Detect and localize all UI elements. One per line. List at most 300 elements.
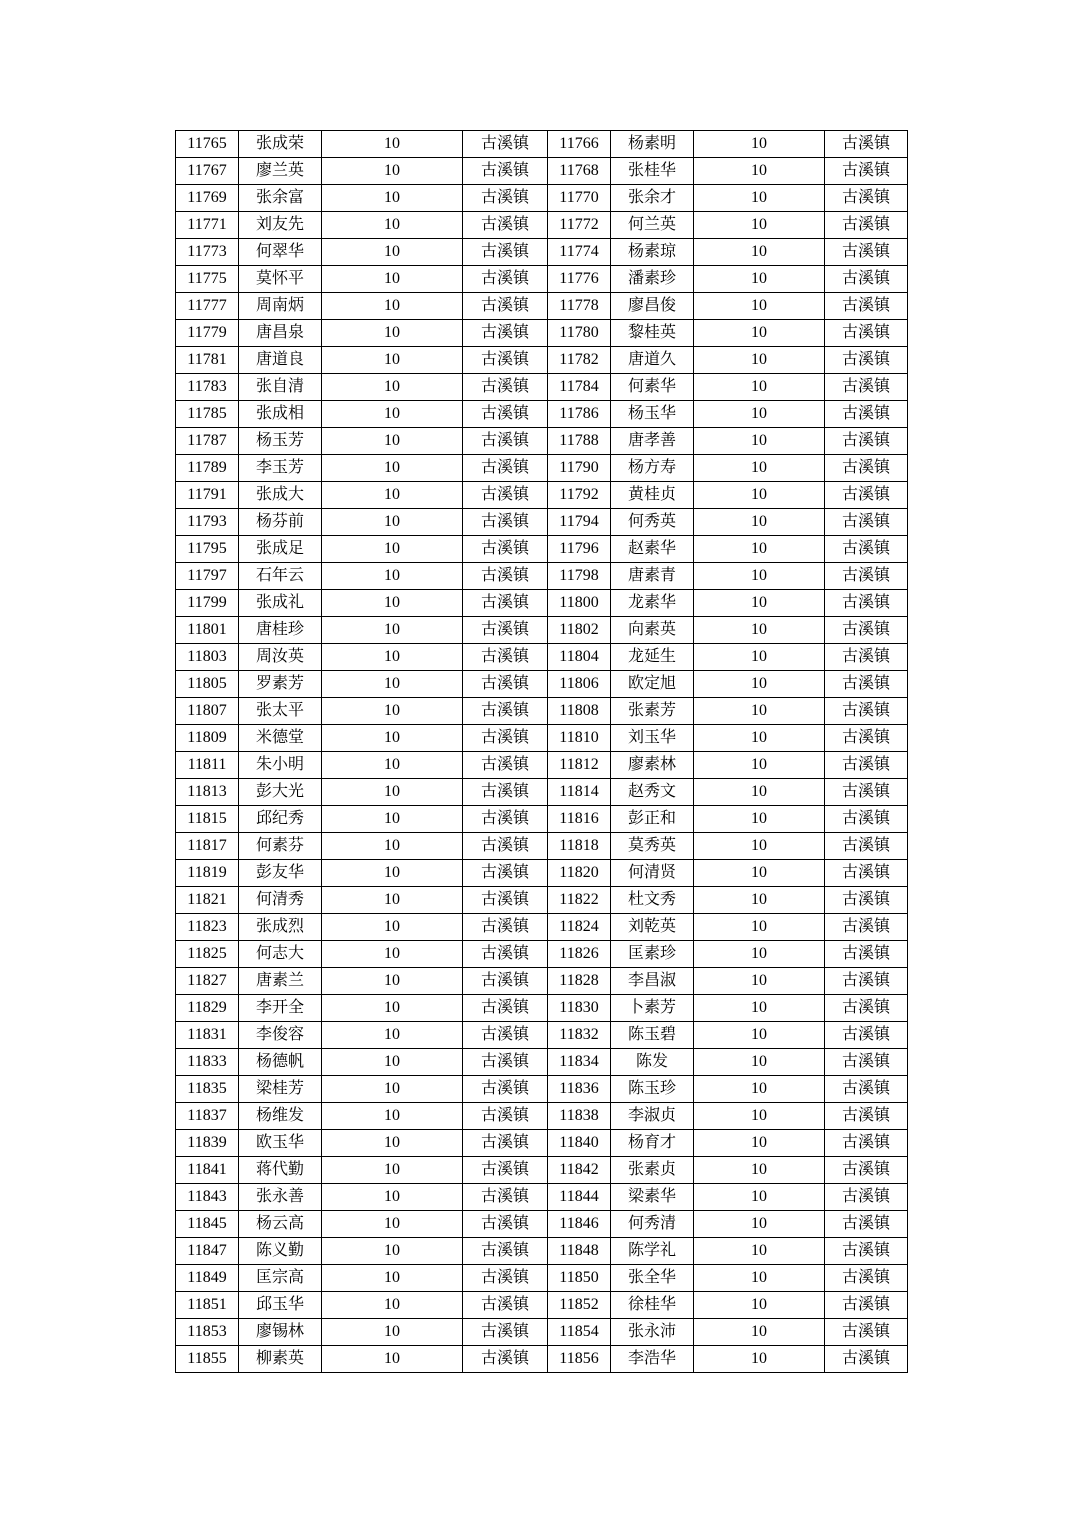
cell-id: 11835	[176, 1076, 239, 1103]
cell-name: 匡宗高	[239, 1265, 322, 1292]
cell-town: 古溪镇	[463, 671, 548, 698]
cell-town: 古溪镇	[463, 158, 548, 185]
cell-id: 11775	[176, 266, 239, 293]
cell-id: 11819	[176, 860, 239, 887]
cell-name: 杨德帆	[239, 1049, 322, 1076]
cell-town: 古溪镇	[463, 887, 548, 914]
cell-town: 古溪镇	[825, 1346, 908, 1373]
cell-town: 古溪镇	[463, 428, 548, 455]
cell-name: 米德堂	[239, 725, 322, 752]
cell-amount: 10	[694, 860, 825, 887]
cell-id: 11853	[176, 1319, 239, 1346]
table-row	[176, 644, 908, 671]
cell-town: 古溪镇	[463, 1157, 548, 1184]
cell-town: 古溪镇	[463, 185, 548, 212]
cell-id: 11828	[548, 968, 611, 995]
cell-town: 古溪镇	[463, 1130, 548, 1157]
table-row	[176, 185, 908, 212]
cell-name: 梁桂芳	[239, 1076, 322, 1103]
table-row	[176, 239, 908, 266]
cell-id: 11823	[176, 914, 239, 941]
cell-name: 张余富	[239, 185, 322, 212]
cell-amount: 10	[322, 941, 463, 968]
cell-town: 古溪镇	[463, 806, 548, 833]
cell-amount: 10	[322, 293, 463, 320]
cell-amount: 10	[322, 1049, 463, 1076]
cell-id: 11782	[548, 347, 611, 374]
cell-id: 11838	[548, 1103, 611, 1130]
cell-amount: 10	[694, 1049, 825, 1076]
cell-id: 11769	[176, 185, 239, 212]
cell-town: 古溪镇	[463, 725, 548, 752]
cell-town: 古溪镇	[463, 779, 548, 806]
cell-name: 杨维发	[239, 1103, 322, 1130]
cell-town: 古溪镇	[825, 1076, 908, 1103]
cell-town: 古溪镇	[825, 968, 908, 995]
cell-town: 古溪镇	[825, 1184, 908, 1211]
cell-id: 11808	[548, 698, 611, 725]
cell-name: 张成荣	[239, 131, 322, 158]
cell-town: 古溪镇	[463, 239, 548, 266]
cell-name: 李俊容	[239, 1022, 322, 1049]
cell-amount: 10	[694, 1319, 825, 1346]
cell-amount: 10	[694, 671, 825, 698]
cell-id: 11802	[548, 617, 611, 644]
cell-id: 11856	[548, 1346, 611, 1373]
cell-town: 古溪镇	[463, 509, 548, 536]
cell-name: 莫秀英	[611, 833, 694, 860]
cell-town: 古溪镇	[463, 752, 548, 779]
cell-town: 古溪镇	[825, 1103, 908, 1130]
cell-amount: 10	[322, 1184, 463, 1211]
cell-town: 古溪镇	[463, 266, 548, 293]
cell-town: 古溪镇	[825, 995, 908, 1022]
cell-town: 古溪镇	[825, 158, 908, 185]
cell-amount: 10	[322, 779, 463, 806]
cell-amount: 10	[694, 1130, 825, 1157]
cell-amount: 10	[694, 1103, 825, 1130]
table-row	[176, 1130, 908, 1157]
cell-id: 11768	[548, 158, 611, 185]
cell-id: 11777	[176, 293, 239, 320]
cell-amount: 10	[322, 752, 463, 779]
cell-id: 11826	[548, 941, 611, 968]
cell-name: 莫怀平	[239, 266, 322, 293]
cell-town: 古溪镇	[825, 1211, 908, 1238]
cell-amount: 10	[322, 1211, 463, 1238]
cell-town: 古溪镇	[825, 725, 908, 752]
table-row	[176, 1265, 908, 1292]
cell-name: 何翠华	[239, 239, 322, 266]
cell-amount: 10	[322, 131, 463, 158]
cell-name: 何秀清	[611, 1211, 694, 1238]
cell-id: 11824	[548, 914, 611, 941]
cell-id: 11833	[176, 1049, 239, 1076]
cell-id: 11778	[548, 293, 611, 320]
cell-amount: 10	[322, 185, 463, 212]
cell-id: 11848	[548, 1238, 611, 1265]
cell-amount: 10	[694, 1211, 825, 1238]
cell-id: 11846	[548, 1211, 611, 1238]
cell-amount: 10	[322, 212, 463, 239]
cell-name: 陈玉碧	[611, 1022, 694, 1049]
cell-name: 张永沛	[611, 1319, 694, 1346]
cell-town: 古溪镇	[825, 266, 908, 293]
cell-amount: 10	[694, 347, 825, 374]
table-row	[176, 1211, 908, 1238]
cell-town: 古溪镇	[463, 1238, 548, 1265]
table-row	[176, 725, 908, 752]
cell-amount: 10	[322, 914, 463, 941]
cell-id: 11781	[176, 347, 239, 374]
cell-name: 赵秀文	[611, 779, 694, 806]
cell-id: 11770	[548, 185, 611, 212]
table-row	[176, 509, 908, 536]
cell-amount: 10	[694, 914, 825, 941]
cell-name: 何秀英	[611, 509, 694, 536]
cell-name: 何清秀	[239, 887, 322, 914]
cell-town: 古溪镇	[463, 968, 548, 995]
table-row	[176, 563, 908, 590]
cell-town: 古溪镇	[463, 1265, 548, 1292]
cell-id: 11845	[176, 1211, 239, 1238]
cell-name: 张成足	[239, 536, 322, 563]
cell-amount: 10	[322, 1238, 463, 1265]
cell-name: 刘友先	[239, 212, 322, 239]
cell-town: 古溪镇	[825, 212, 908, 239]
cell-name: 杨素琼	[611, 239, 694, 266]
cell-name: 唐素兰	[239, 968, 322, 995]
cell-town: 古溪镇	[825, 833, 908, 860]
cell-name: 李昌淑	[611, 968, 694, 995]
cell-name: 杨方寿	[611, 455, 694, 482]
cell-town: 古溪镇	[463, 698, 548, 725]
cell-town: 古溪镇	[825, 185, 908, 212]
cell-id: 11806	[548, 671, 611, 698]
cell-name: 梁素华	[611, 1184, 694, 1211]
cell-name: 徐桂华	[611, 1292, 694, 1319]
cell-amount: 10	[322, 266, 463, 293]
cell-amount: 10	[694, 1265, 825, 1292]
cell-id: 11776	[548, 266, 611, 293]
cell-id: 11800	[548, 590, 611, 617]
cell-id: 11784	[548, 374, 611, 401]
cell-name: 杨芬前	[239, 509, 322, 536]
cell-town: 古溪镇	[825, 1319, 908, 1346]
cell-id: 11820	[548, 860, 611, 887]
cell-name: 张全华	[611, 1265, 694, 1292]
cell-town: 古溪镇	[825, 1049, 908, 1076]
table-row	[176, 860, 908, 887]
cell-id: 11850	[548, 1265, 611, 1292]
cell-amount: 10	[322, 1346, 463, 1373]
cell-id: 11816	[548, 806, 611, 833]
cell-id: 11839	[176, 1130, 239, 1157]
table-row	[176, 887, 908, 914]
cell-id: 11791	[176, 482, 239, 509]
cell-name: 杨云高	[239, 1211, 322, 1238]
cell-town: 古溪镇	[825, 482, 908, 509]
cell-name: 何兰英	[611, 212, 694, 239]
cell-amount: 10	[322, 428, 463, 455]
table-row	[176, 590, 908, 617]
cell-name: 何志大	[239, 941, 322, 968]
cell-name: 李玉芳	[239, 455, 322, 482]
cell-id: 11821	[176, 887, 239, 914]
cell-name: 蒋代勤	[239, 1157, 322, 1184]
table-row	[176, 671, 908, 698]
cell-amount: 10	[322, 968, 463, 995]
cell-amount: 10	[322, 374, 463, 401]
cell-town: 古溪镇	[463, 401, 548, 428]
cell-town: 古溪镇	[825, 887, 908, 914]
cell-amount: 10	[322, 401, 463, 428]
cell-amount: 10	[322, 1319, 463, 1346]
cell-id: 11831	[176, 1022, 239, 1049]
table-row	[176, 1103, 908, 1130]
cell-town: 古溪镇	[825, 752, 908, 779]
cell-town: 古溪镇	[463, 995, 548, 1022]
cell-name: 向素英	[611, 617, 694, 644]
cell-id: 11771	[176, 212, 239, 239]
table-row	[176, 131, 908, 158]
cell-amount: 10	[322, 320, 463, 347]
cell-town: 古溪镇	[463, 293, 548, 320]
cell-amount: 10	[694, 1346, 825, 1373]
cell-id: 11798	[548, 563, 611, 590]
cell-town: 古溪镇	[463, 1346, 548, 1373]
cell-name: 杨素明	[611, 131, 694, 158]
cell-id: 11844	[548, 1184, 611, 1211]
table-row	[176, 158, 908, 185]
cell-id: 11797	[176, 563, 239, 590]
cell-name: 张自清	[239, 374, 322, 401]
cell-amount: 10	[694, 590, 825, 617]
cell-town: 古溪镇	[463, 1103, 548, 1130]
cell-id: 11803	[176, 644, 239, 671]
cell-id: 11822	[548, 887, 611, 914]
cell-town: 古溪镇	[825, 941, 908, 968]
cell-amount: 10	[322, 563, 463, 590]
cell-town: 古溪镇	[825, 1157, 908, 1184]
cell-name: 罗素芳	[239, 671, 322, 698]
cell-name: 欧玉华	[239, 1130, 322, 1157]
cell-name: 彭友华	[239, 860, 322, 887]
cell-name: 唐素青	[611, 563, 694, 590]
cell-name: 张成相	[239, 401, 322, 428]
cell-amount: 10	[694, 482, 825, 509]
cell-name: 石年云	[239, 563, 322, 590]
table-row	[176, 1157, 908, 1184]
cell-name: 彭正和	[611, 806, 694, 833]
cell-amount: 10	[694, 455, 825, 482]
cell-name: 张成烈	[239, 914, 322, 941]
cell-id: 11811	[176, 752, 239, 779]
cell-name: 黎桂英	[611, 320, 694, 347]
cell-amount: 10	[322, 347, 463, 374]
cell-town: 古溪镇	[463, 644, 548, 671]
cell-amount: 10	[322, 158, 463, 185]
cell-name: 唐道良	[239, 347, 322, 374]
cell-name: 何清贤	[611, 860, 694, 887]
cell-id: 11767	[176, 158, 239, 185]
table-row	[176, 779, 908, 806]
cell-id: 11804	[548, 644, 611, 671]
cell-amount: 10	[322, 1022, 463, 1049]
cell-town: 古溪镇	[825, 617, 908, 644]
cell-amount: 10	[322, 617, 463, 644]
roster-table-body	[176, 131, 908, 1373]
table-row	[176, 482, 908, 509]
cell-amount: 10	[694, 320, 825, 347]
cell-id: 11836	[548, 1076, 611, 1103]
cell-id: 11832	[548, 1022, 611, 1049]
cell-name: 廖兰英	[239, 158, 322, 185]
cell-amount: 10	[322, 1103, 463, 1130]
table-row	[176, 752, 908, 779]
table-row	[176, 1022, 908, 1049]
cell-id: 11834	[548, 1049, 611, 1076]
cell-id: 11789	[176, 455, 239, 482]
cell-amount: 10	[694, 536, 825, 563]
cell-name: 邱纪秀	[239, 806, 322, 833]
cell-name: 唐道久	[611, 347, 694, 374]
cell-amount: 10	[694, 752, 825, 779]
cell-name: 廖素林	[611, 752, 694, 779]
cell-town: 古溪镇	[825, 1292, 908, 1319]
cell-amount: 10	[322, 671, 463, 698]
cell-amount: 10	[694, 617, 825, 644]
cell-amount: 10	[322, 860, 463, 887]
cell-id: 11818	[548, 833, 611, 860]
cell-id: 11772	[548, 212, 611, 239]
cell-name: 唐孝善	[611, 428, 694, 455]
cell-name: 张素芳	[611, 698, 694, 725]
cell-town: 古溪镇	[463, 320, 548, 347]
cell-town: 古溪镇	[825, 428, 908, 455]
cell-id: 11840	[548, 1130, 611, 1157]
cell-town: 古溪镇	[463, 590, 548, 617]
cell-name: 李淑贞	[611, 1103, 694, 1130]
cell-name: 何素芬	[239, 833, 322, 860]
cell-id: 11841	[176, 1157, 239, 1184]
cell-town: 古溪镇	[463, 1184, 548, 1211]
cell-town: 古溪镇	[463, 833, 548, 860]
cell-amount: 10	[694, 185, 825, 212]
table-row	[176, 941, 908, 968]
cell-id: 11788	[548, 428, 611, 455]
cell-amount: 10	[694, 374, 825, 401]
cell-town: 古溪镇	[825, 347, 908, 374]
cell-town: 古溪镇	[825, 1265, 908, 1292]
cell-name: 李开全	[239, 995, 322, 1022]
cell-amount: 10	[322, 806, 463, 833]
cell-name: 柳素英	[239, 1346, 322, 1373]
cell-town: 古溪镇	[463, 617, 548, 644]
cell-amount: 10	[694, 725, 825, 752]
cell-town: 古溪镇	[825, 455, 908, 482]
cell-name: 邱玉华	[239, 1292, 322, 1319]
cell-amount: 10	[694, 1184, 825, 1211]
cell-id: 11774	[548, 239, 611, 266]
cell-amount: 10	[322, 1265, 463, 1292]
cell-id: 11855	[176, 1346, 239, 1373]
cell-name: 张桂华	[611, 158, 694, 185]
cell-name: 卜素芳	[611, 995, 694, 1022]
table-row	[176, 1238, 908, 1265]
cell-amount: 10	[694, 995, 825, 1022]
cell-name: 陈学礼	[611, 1238, 694, 1265]
cell-town: 古溪镇	[463, 455, 548, 482]
cell-id: 11783	[176, 374, 239, 401]
cell-id: 11794	[548, 509, 611, 536]
roster-table	[175, 130, 908, 1373]
cell-name: 张成大	[239, 482, 322, 509]
table-row	[176, 806, 908, 833]
table-row	[176, 1346, 908, 1373]
table-row	[176, 320, 908, 347]
cell-name: 龙素华	[611, 590, 694, 617]
cell-name: 赵素华	[611, 536, 694, 563]
cell-town: 古溪镇	[463, 1049, 548, 1076]
cell-name: 陈义勤	[239, 1238, 322, 1265]
cell-id: 11795	[176, 536, 239, 563]
cell-name: 周南炳	[239, 293, 322, 320]
cell-amount: 10	[694, 239, 825, 266]
cell-town: 古溪镇	[463, 482, 548, 509]
cell-name: 廖锡林	[239, 1319, 322, 1346]
cell-id: 11786	[548, 401, 611, 428]
cell-amount: 10	[322, 239, 463, 266]
cell-amount: 10	[694, 644, 825, 671]
cell-town: 古溪镇	[825, 320, 908, 347]
cell-id: 11779	[176, 320, 239, 347]
table-row	[176, 995, 908, 1022]
cell-town: 古溪镇	[463, 1292, 548, 1319]
cell-id: 11787	[176, 428, 239, 455]
table-row	[176, 293, 908, 320]
cell-id: 11849	[176, 1265, 239, 1292]
cell-id: 11815	[176, 806, 239, 833]
cell-town: 古溪镇	[463, 860, 548, 887]
cell-town: 古溪镇	[463, 374, 548, 401]
table-row	[176, 1319, 908, 1346]
cell-id: 11813	[176, 779, 239, 806]
cell-amount: 10	[694, 806, 825, 833]
cell-id: 11780	[548, 320, 611, 347]
cell-amount: 10	[694, 131, 825, 158]
cell-id: 11799	[176, 590, 239, 617]
cell-town: 古溪镇	[463, 563, 548, 590]
cell-town: 古溪镇	[825, 779, 908, 806]
cell-town: 古溪镇	[825, 671, 908, 698]
cell-id: 11852	[548, 1292, 611, 1319]
cell-amount: 10	[322, 725, 463, 752]
table-row	[176, 401, 908, 428]
cell-town: 古溪镇	[825, 239, 908, 266]
cell-name: 唐桂珍	[239, 617, 322, 644]
table-row	[176, 212, 908, 239]
cell-amount: 10	[322, 887, 463, 914]
cell-town: 古溪镇	[825, 401, 908, 428]
cell-amount: 10	[694, 158, 825, 185]
cell-id: 11825	[176, 941, 239, 968]
cell-name: 欧定旭	[611, 671, 694, 698]
cell-name: 刘乾英	[611, 914, 694, 941]
table-row	[176, 266, 908, 293]
cell-town: 古溪镇	[463, 941, 548, 968]
cell-amount: 10	[322, 644, 463, 671]
